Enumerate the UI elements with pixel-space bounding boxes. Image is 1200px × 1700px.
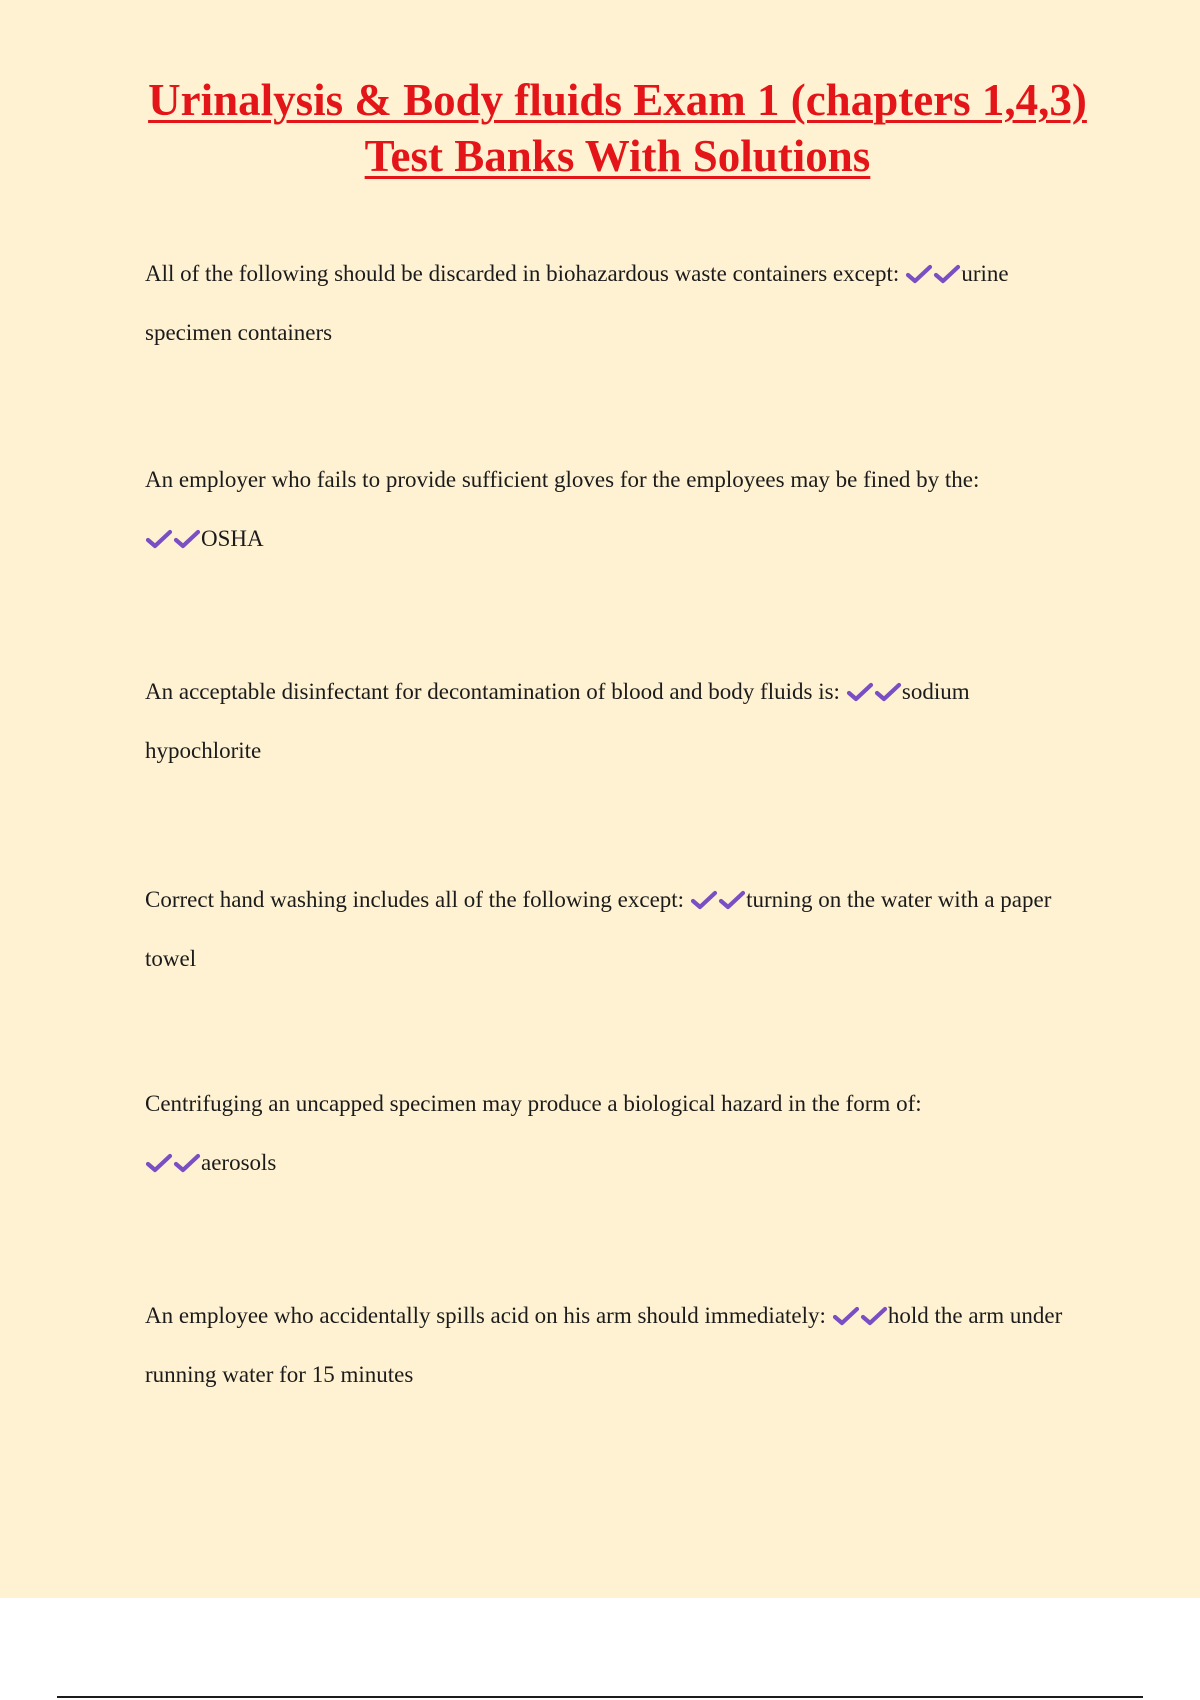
check-icon — [832, 1305, 860, 1327]
qa-item — [145, 662, 1075, 780]
question-text: Correct hand washing includes all of the following except: — [145, 887, 685, 912]
qa-item — [145, 1286, 1075, 1404]
check-icon — [690, 889, 718, 911]
answer-text: sodium hypochlorite — [145, 679, 970, 763]
answer-checkmarks — [832, 1303, 888, 1328]
qa-item — [145, 1074, 1075, 1192]
question-text: An employee who accidentally spills acid on his arm should immediately: — [145, 1303, 826, 1328]
check-icon — [718, 889, 746, 911]
check-icon — [860, 1305, 888, 1327]
document-title: Urinalysis & Body fluids Exam 1 (chapters 1,4,3) Test Banks With Solutions — [148, 75, 1087, 181]
check-icon — [874, 681, 902, 703]
qa-item — [145, 450, 1075, 568]
answer-text: aerosols — [201, 1150, 277, 1175]
question-text: All of the following should be discarded in biohazardous waste containers except: — [145, 261, 900, 286]
answer-text: OSHA — [201, 526, 264, 551]
answer-checkmarks — [846, 679, 902, 704]
answer-text: turning on the water with a paper towel — [145, 887, 1052, 971]
answer-checkmarks — [690, 887, 746, 912]
check-icon — [173, 1152, 201, 1174]
check-icon — [933, 263, 961, 285]
page-divider — [57, 1696, 1143, 1698]
answer-text: urine specimen containers — [145, 261, 1009, 345]
check-icon — [173, 528, 201, 550]
question-text: Centrifuging an uncapped specimen may produce a biological hazard in the form of: — [145, 1091, 922, 1116]
check-icon — [905, 263, 933, 285]
question-text: An acceptable disinfectant for decontamination of blood and body fluids is: — [145, 679, 840, 704]
answer-text: hold the arm under running water for 15 minutes — [145, 1303, 1063, 1387]
check-icon — [145, 528, 173, 550]
answer-checkmarks — [905, 261, 961, 286]
check-icon — [846, 681, 874, 703]
question-text: An employer who fails to provide sufficient gloves for the employees may be fined by the: — [145, 467, 980, 492]
qa-item — [145, 244, 1075, 362]
check-icon — [145, 1152, 173, 1174]
qa-item — [145, 870, 1075, 988]
